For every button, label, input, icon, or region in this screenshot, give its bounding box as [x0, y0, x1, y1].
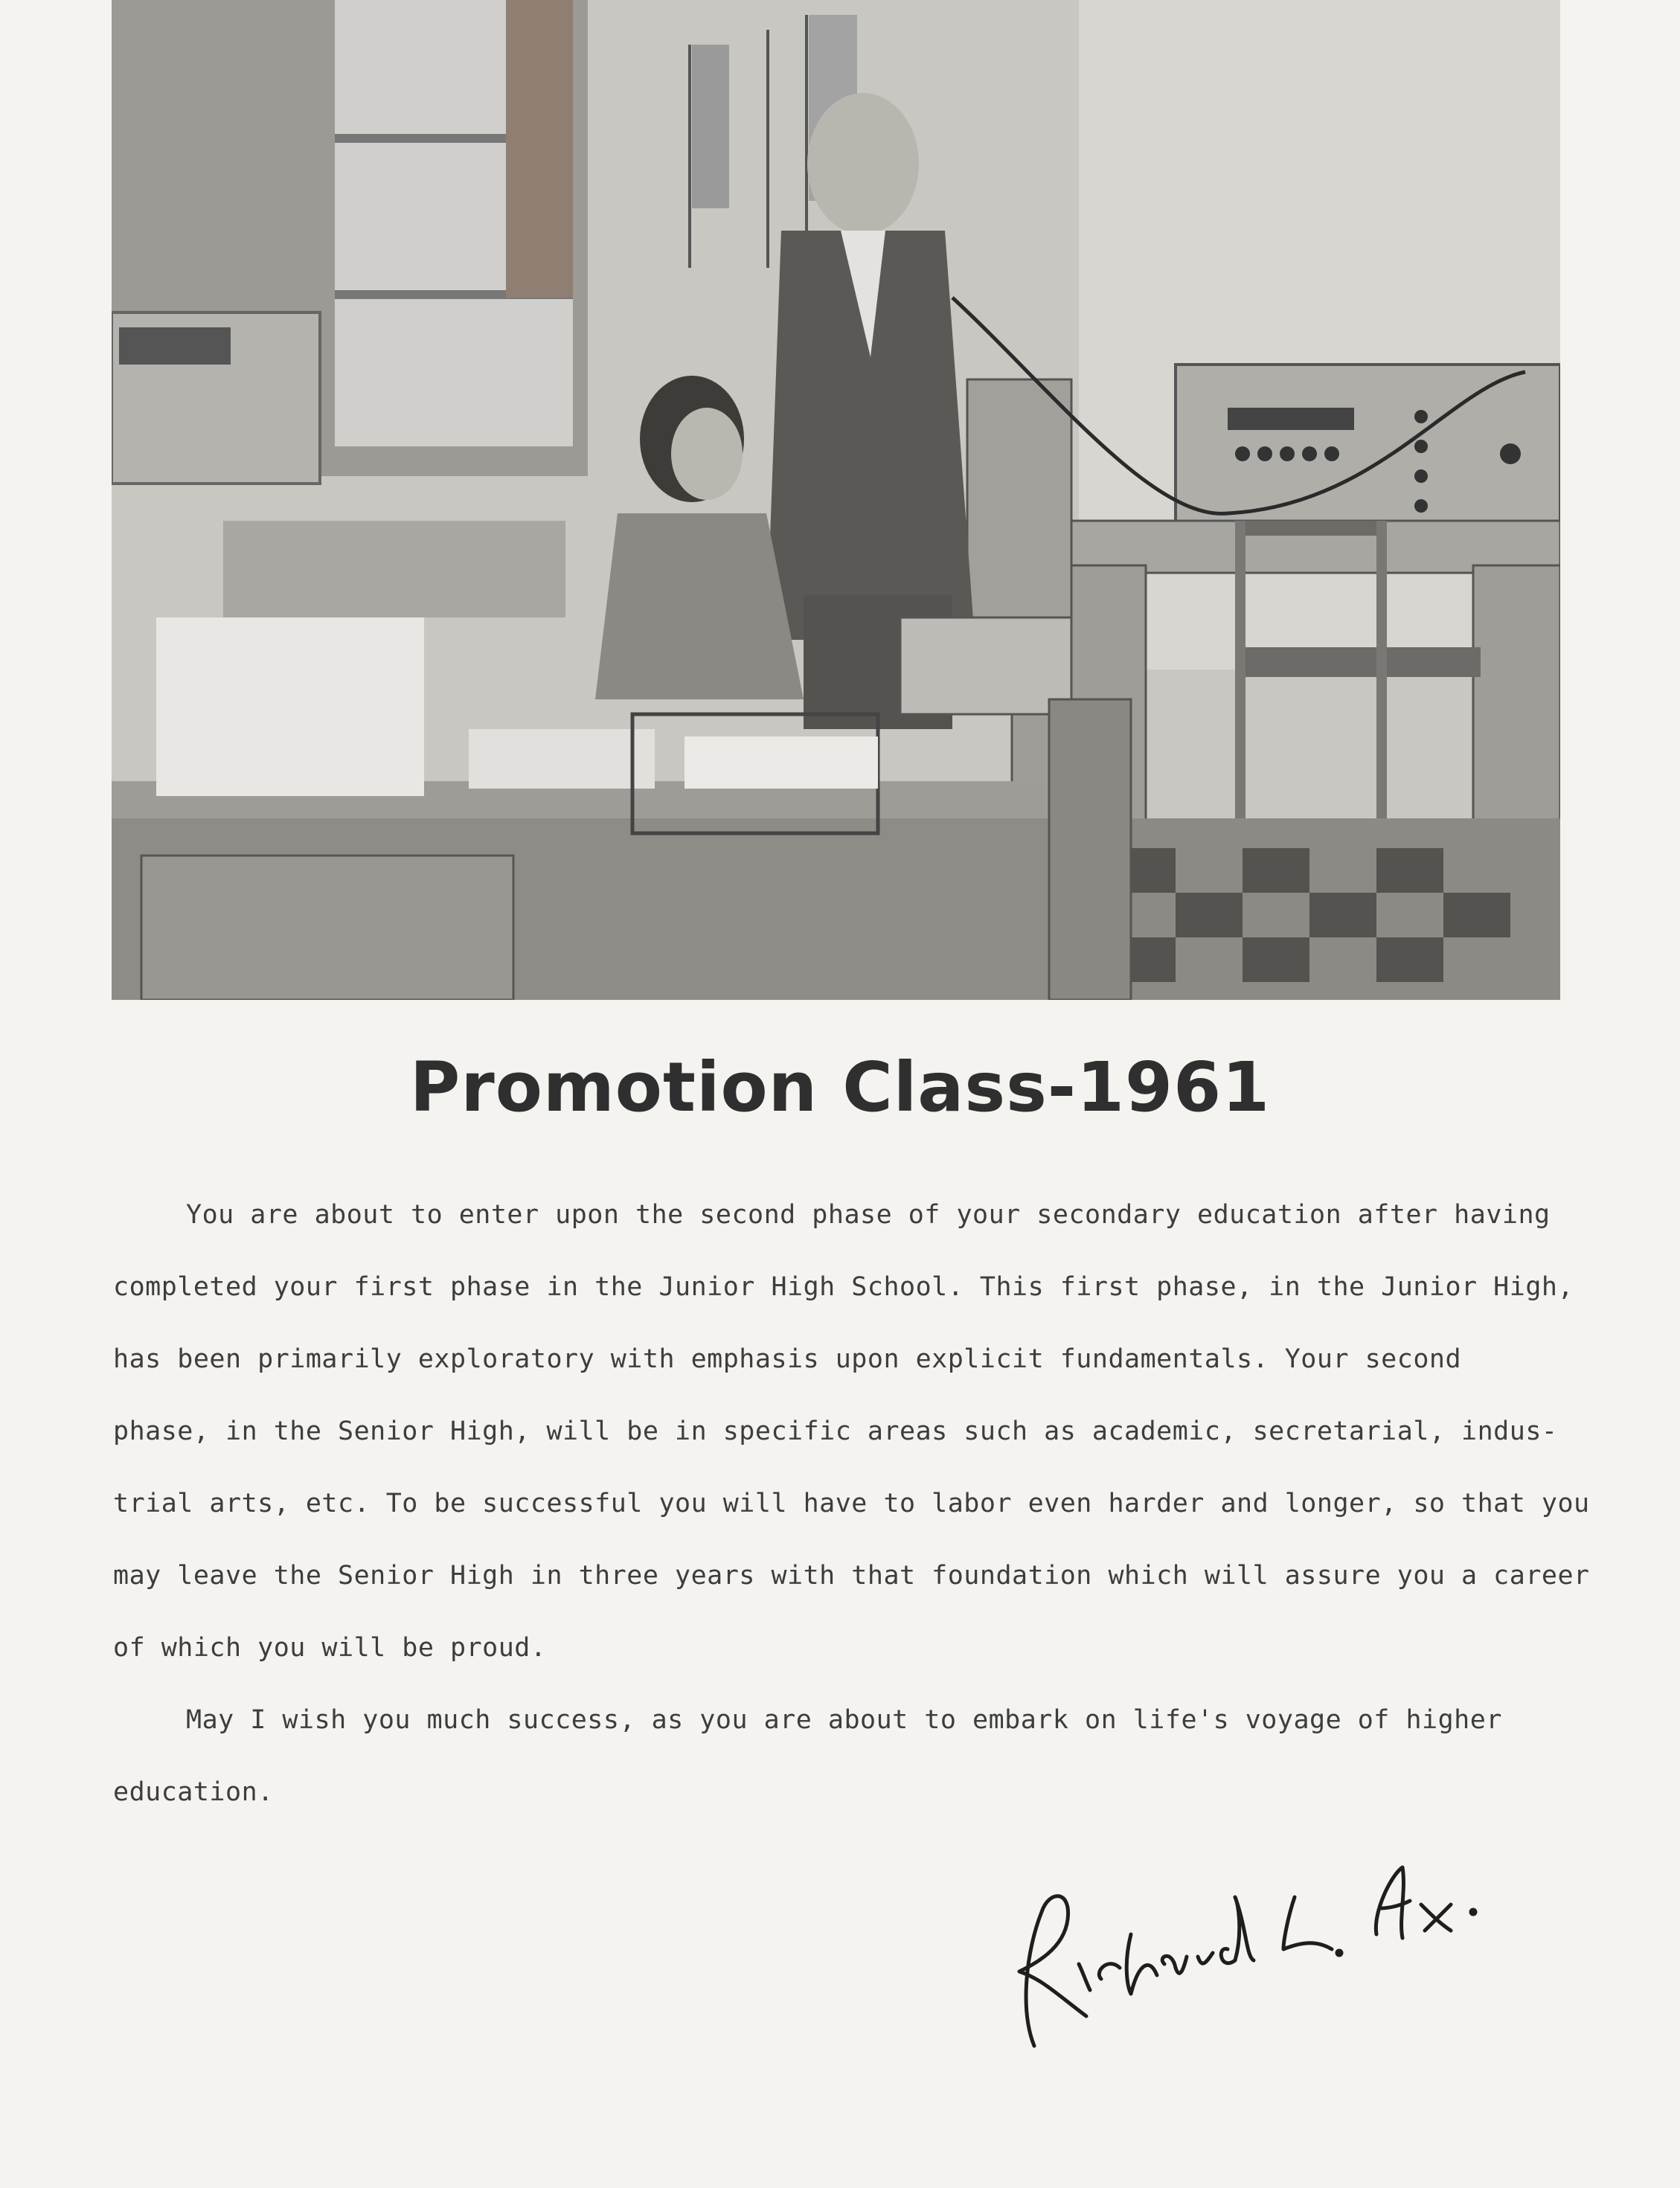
letter-line: completed your first phase in the Junior High School. This first phase, in the Junior High, — [113, 1272, 1574, 1302]
office-photograph — [112, 0, 1560, 1000]
letter-line: You are about to enter upon the second phase of your secondary education after having — [186, 1200, 1551, 1230]
letter-line: has been primarily exploratory with emphasis upon explicit fundamentals. Your second — [113, 1344, 1462, 1374]
letter-line: phase, in the Senior High, will be in specific areas such as academic, secretarial, indus- — [113, 1417, 1558, 1446]
letter-line: trial arts, etc. To be successful you will have to labor even harder and longer, so that you — [113, 1489, 1590, 1518]
page-title: Promotion Class-1961 — [409, 1048, 1271, 1127]
letter-line: of which you will be proud. — [113, 1633, 547, 1663]
letter-line: education. — [113, 1777, 274, 1807]
letter-line: may leave the Senior High in three years with that foundation which will assure you a career — [113, 1561, 1590, 1591]
letter-line: May I wish you much success, as you are about to embark on life's voyage of higher — [186, 1705, 1502, 1735]
handwritten-signature — [990, 1845, 1510, 2068]
principal-letter — [113, 1179, 1590, 1829]
